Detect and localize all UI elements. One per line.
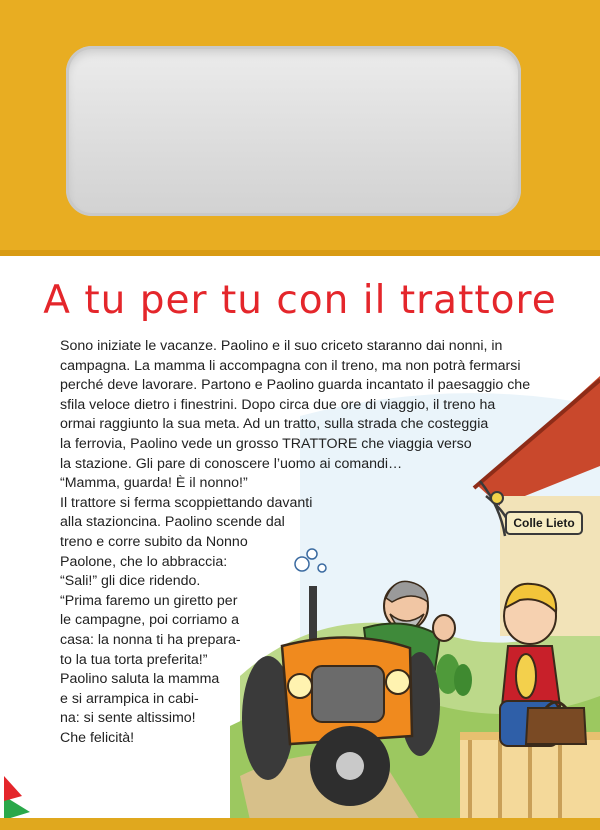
- story-line: perché deve lavorare. Partono e Paolino guarda incantato il paesaggio che: [60, 377, 531, 394]
- story-line: alla stazioncina. Paolino scende dal: [60, 514, 285, 531]
- book-cover-bottom: [0, 818, 600, 830]
- story-line: Paolone, che lo abbraccia:: [60, 553, 228, 570]
- story-line: “Prima faremo un giretto per: [60, 592, 238, 609]
- story-line: la stazione. Gli pare di conoscere l’uomo ai comandi…: [60, 455, 403, 472]
- story-line: le campagne, poi corriamo a: [60, 612, 240, 629]
- story-line: Il trattore si ferma scoppiettando davanti: [60, 494, 313, 511]
- corner-triangle-mark-red: [4, 776, 22, 801]
- station-sign-text: Colle Lieto: [513, 516, 575, 530]
- story-line: treno e corre subito da Nonno: [60, 533, 248, 550]
- cover-window-cutout: [66, 46, 521, 216]
- page-title: A tu per tu con il trattore: [43, 278, 557, 323]
- story-line: e si arrampica in cabi-: [60, 690, 199, 707]
- story-line: “Mamma, guarda! È il nonno!”: [60, 475, 248, 492]
- story-text: [60, 337, 580, 748]
- story-line: Sono iniziate le vacanze. Paolino e il suo criceto staranno dai nonni, in: [60, 338, 503, 354]
- story-line: sfila veloce dietro i finestrini. Dopo circa due ore di viaggio, il treno ha: [60, 396, 496, 413]
- story-line: la ferrovia, Paolino vede un grosso TRATTORE che viaggia verso: [60, 435, 472, 452]
- story-line: Paolino saluta la mamma: [60, 671, 220, 688]
- story-line: “Sali!” gli dice ridendo.: [60, 573, 201, 590]
- story-line: na: si sente altissimo!: [60, 710, 196, 727]
- story-line: campagna. La mamma li accompagna con il treno, ma non potrà fermarsi: [60, 357, 521, 374]
- story-line: Che felicità!: [60, 729, 135, 746]
- story-line: to la tua torta preferita!”: [60, 651, 208, 668]
- story-line: ormai raggiunto la sua meta. Ad un tratto, sulla strada che costeggia: [60, 416, 489, 433]
- story-line: casa: la nonna ti ha prepara-: [60, 631, 241, 648]
- tractor-front-wheel-hub: [336, 752, 364, 780]
